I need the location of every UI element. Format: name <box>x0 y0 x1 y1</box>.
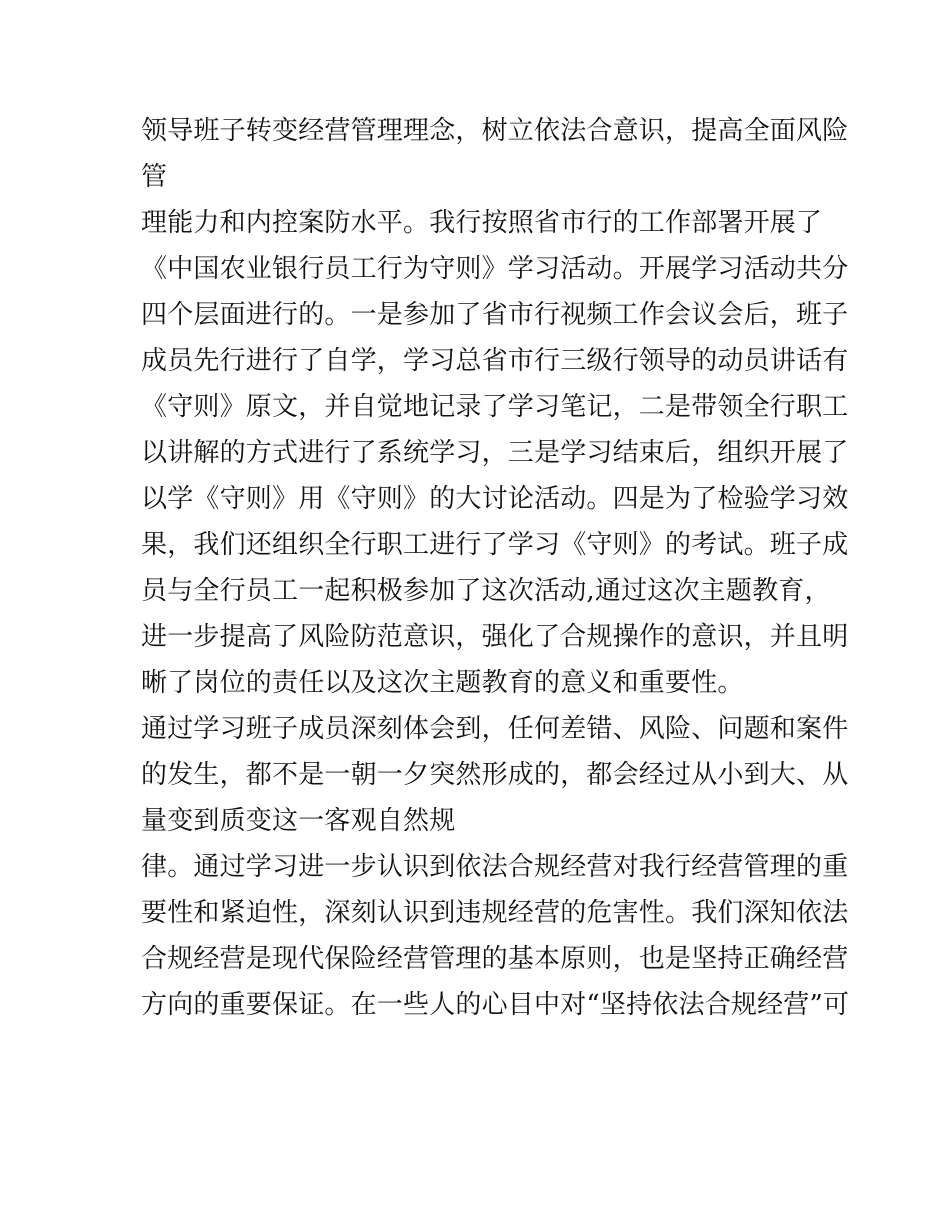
text-line: 方向的重要保证。在一些人的心目中对“坚持依法合规经营”可 <box>141 990 850 1020</box>
text-line: 管 <box>141 162 168 192</box>
text-line: 律。通过学习进一步认识到依法合规经营对我行经营管理的重 <box>141 852 849 882</box>
text-line: 成员先行进行了自学，学习总省市行三级行领导的动员讲话有 <box>141 346 849 376</box>
text-line: 合规经营是现代保险经营管理的基本原则，也是坚持正确经营 <box>141 944 849 974</box>
text-line: 果，我们还组织全行职工进行了学习《守则》的考试。班子成 <box>141 530 849 560</box>
text-line: 员与全行员工一起积极参加了这次活动,通过这次主题教育， <box>141 576 831 606</box>
text-line: 《守则》原文，并自觉地记录了学习笔记，二是带领全行职工 <box>141 392 849 422</box>
text-line: 通过学习班子成员深刻体会到，任何差错、风险、问题和案件 <box>141 714 849 744</box>
text-line: 量变到质变这一客观自然规 <box>141 806 456 836</box>
text-line: 进一步提高了风险防范意识，强化了合规操作的意识，并且明 <box>141 622 849 652</box>
text-line: 领导班子转变经营管理理念，树立依法合意识，提高全面风险 <box>141 116 849 146</box>
text-line: 以学《守则》用《守则》的大讨论活动。四是为了检验学习效 <box>141 484 849 514</box>
body-text <box>141 108 850 1028</box>
text-line: 以讲解的方式进行了系统学习，三是学习结束后，组织开展了 <box>141 438 849 468</box>
text-line: 《中国农业银行员工行为守则》学习活动。开展学习活动共分 <box>141 254 849 284</box>
text-line: 要性和紧迫性，深刻认识到违规经营的危害性。我们深知依法 <box>141 898 849 928</box>
text-line: 四个层面进行的。一是参加了省市行视频工作会议会后，班子 <box>141 300 849 330</box>
text-line: 理能力和内控案防水平。我行按照省市行的工作部署开展了 <box>141 208 823 238</box>
text-line: 的发生，都不是一朝一夕突然形成的，都会经过从小到大、从 <box>141 760 849 790</box>
text-line: 晰了岗位的责任以及这次主题教育的意义和重要性。 <box>141 668 744 698</box>
